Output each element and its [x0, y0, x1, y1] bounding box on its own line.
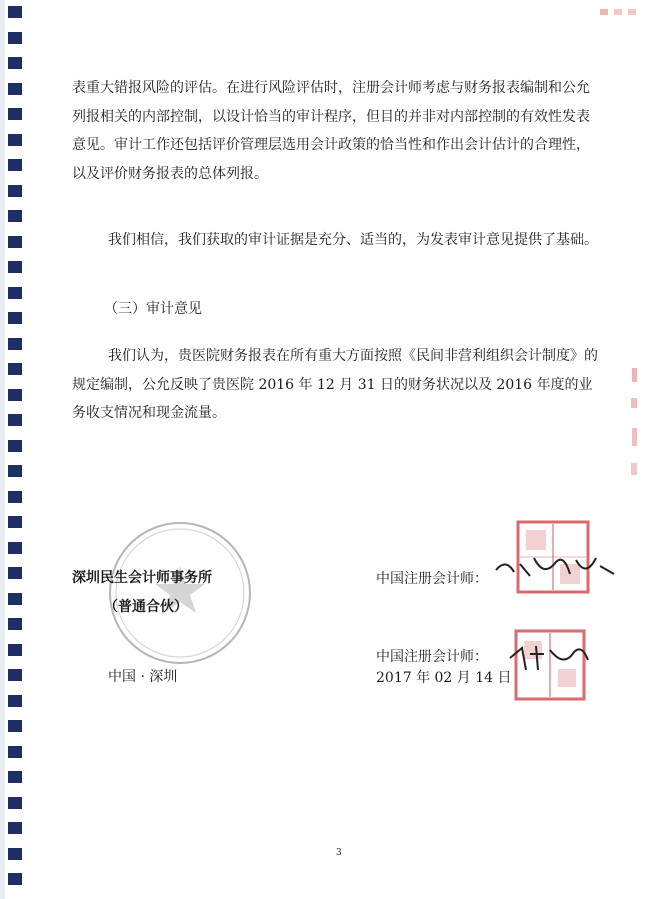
binding-hole	[8, 338, 22, 350]
cpa-signature-2	[504, 640, 594, 676]
binding-hole	[8, 593, 22, 605]
paragraph-evidence: 我们相信，我们获取的审计证据是充分、适当的，为发表审计意见提供了基础。	[108, 232, 598, 248]
binding-hole	[8, 771, 22, 783]
corner-stamp-fragment	[598, 6, 638, 18]
binding-hole	[8, 797, 22, 809]
page-number: 3	[336, 848, 342, 858]
firm-round-seal	[105, 518, 255, 668]
binding-hole	[8, 542, 22, 554]
binding-hole	[8, 287, 22, 299]
binding-hole	[8, 57, 22, 69]
binding-strip	[0, 0, 40, 899]
binding-hole	[8, 644, 22, 656]
binding-hole	[8, 32, 22, 44]
cpa-signature-1	[490, 548, 620, 588]
binding-hole	[8, 414, 22, 426]
binding-hole	[8, 210, 22, 222]
binding-hole	[8, 465, 22, 477]
binding-hole	[8, 108, 22, 120]
binding-hole	[8, 363, 22, 375]
binding-hole	[8, 134, 22, 146]
firm-type: （普通合伙）	[104, 599, 188, 615]
binding-hole	[8, 822, 22, 834]
margin-seal-fragment	[628, 358, 642, 498]
firm-name: 深圳民生会计师事务所	[72, 570, 212, 586]
binding-hole	[8, 261, 22, 273]
binding-hole	[8, 236, 22, 248]
paper-edge	[0, 0, 5, 899]
binding-hole	[8, 848, 22, 860]
binding-hole	[8, 312, 22, 324]
binding-hole	[8, 440, 22, 452]
report-date: 2017 年 02 月 14 日	[376, 670, 512, 686]
binding-hole	[8, 491, 22, 503]
binding-hole	[8, 695, 22, 707]
binding-hole	[8, 669, 22, 681]
binding-hole	[8, 618, 22, 630]
binding-hole	[8, 567, 22, 579]
section-heading-audit-opinion: （三）审计意见	[104, 301, 202, 317]
binding-hole	[8, 873, 22, 885]
binding-hole	[8, 516, 22, 528]
binding-hole	[8, 185, 22, 197]
paragraph-audit-opinion: 我们认为，贵医院财务报表在所有重大方面按照《民间非营利组织会计制度》的规定编制，公允反映了贵医院 2016 年 12 月 31 日的财务状况以及 2016 年度的业务收支情况和现金流量。	[72, 348, 598, 421]
firm-location: 中国 · 深圳	[108, 669, 178, 685]
binding-hole	[8, 746, 22, 758]
paragraph-risk-assessment: 表重大错报风险的评估。在进行风险评估时，注册会计师考虑与财务报表编制和公允列报相关的内部控制，以设计恰当的审计程序，但目的并非对内部控制的有效性发表意见。审计工作还包括评价管理层选用会计政策的恰当性和作出会计估计的合理性，以及评价财务报表的总体列报。	[72, 80, 590, 182]
binding-hole	[8, 6, 22, 18]
binding-hole	[8, 720, 22, 732]
binding-hole	[8, 83, 22, 95]
binding-hole	[8, 159, 22, 171]
binding-hole	[8, 389, 22, 401]
cpa-label-2: 中国注册会计师：	[376, 649, 488, 665]
cpa-label-1: 中国注册会计师：	[376, 571, 488, 587]
